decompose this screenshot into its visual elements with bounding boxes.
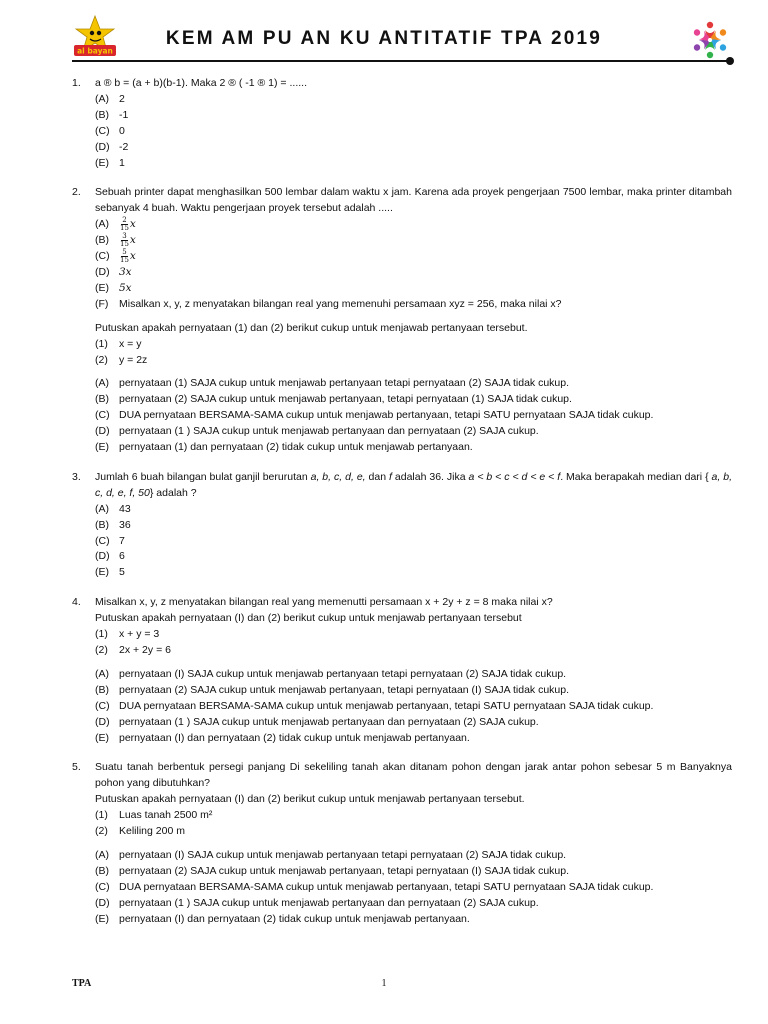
- fraction: $\frac{5}{15}$: [120, 248, 129, 265]
- answer-option: (C) DUA pernyataan BERSAMA-SAMA cukup untuk menjawab pertanyaan, tetapi SATU pernyataan SAJA tidak cukup.: [95, 699, 654, 712]
- question-number: 1.: [72, 77, 81, 89]
- answer-option: (B) pernyataan (2) SAJA cukup untuk menjawab pertanyaan, tetapi pernyataan (I) SAJA tidak cukup.: [95, 683, 570, 696]
- answer-option: (A) pernyataan (1) SAJA cukup untuk menjawab pertanyaan tetapi pernyataan (2) SAJA tidak cukup.: [95, 377, 570, 390]
- option: (A) 2: [95, 92, 125, 105]
- option: (B) 36: [95, 518, 131, 531]
- instruction: Putuskan apakah pernyataan (I) dan (2) berikut cukup untuk menjawab pertanyaan tersebut.: [95, 793, 525, 806]
- fraction: $\frac{3}{15}$: [120, 232, 129, 249]
- option: (C) 7: [95, 534, 125, 547]
- option: (D) -2: [95, 140, 129, 153]
- fraction: $\frac{2}{15}$: [120, 216, 129, 233]
- answer-option: (C) DUA pernyataan BERSAMA-SAMA cukup untuk menjawab pertanyaan, tetapi SATU pernyataan SAJA tidak cukup.: [95, 409, 654, 422]
- option: (A) $\frac{2}{15}$ x: [95, 216, 136, 233]
- answer-option: (E) pernyataan (1) dan pernyataan (2) tidak cukup untuk menjawab pertanyaan.: [95, 441, 473, 454]
- statement: (2) Keliling 200 m: [95, 825, 185, 838]
- option: (D) 6: [95, 550, 125, 563]
- statement: (2) y = 2z: [95, 353, 148, 366]
- question-4: [72, 595, 732, 746]
- instruction: Putuskan apakah pernyataan (1) dan (2) berikut cukup untuk menjawab pertanyaan tersebut.: [95, 321, 528, 334]
- question-stem: Suatu tanah berbentuk persegi panjang Di sekeliling tanah akan ditanam pohon dengan jarak antar pohon sebesar 5 m Banyaknya pohon yang dibutuhkan?: [95, 761, 732, 790]
- answer-option: (D) pernyataan (1 ) SAJA cukup untuk menjawab pertanyaan dan pernyataan (2) SAJA cukup.: [95, 896, 539, 909]
- question-stem: Misalkan x, y, z menyatakan bilangan real yang memenutti persamaan x + 2y + z = 8 maka nilai x?: [95, 596, 553, 609]
- statement: (2) 2x + 2y = 6: [95, 644, 171, 656]
- question-number: 3.: [72, 470, 81, 483]
- header-rule-dot: [726, 57, 734, 65]
- question-2: [72, 185, 732, 456]
- question-number: 4.: [72, 596, 81, 609]
- option: (E) 1: [95, 156, 125, 169]
- header-rule: [72, 60, 730, 62]
- people-circle-logo: [688, 18, 732, 62]
- option: (D) 3x: [95, 265, 132, 278]
- option: (B) -1: [95, 108, 129, 121]
- instruction: Putuskan apakah pernyataan (I) dan (2) berikut cukup untuk menjawab pertanyaan tersebut: [95, 612, 522, 625]
- answer-option: (A) pernyataan (I) SAJA cukup untuk menjawab pertanyaan tetapi pernyataan (2) SAJA tidak cukup.: [95, 848, 567, 861]
- answer-option: (B) pernyataan (2) SAJA cukup untuk menjawab pertanyaan, tetapi pernyataan (I) SAJA tidak cukup.: [95, 864, 570, 877]
- option: (C) $\frac{5}{15}$ x: [95, 248, 136, 265]
- svg-text:al bayan: al bayan: [77, 46, 113, 56]
- statement: (1) x + y = 3: [95, 628, 160, 641]
- question-3: [72, 470, 732, 581]
- option: (C) 0: [95, 124, 125, 137]
- option: (A) 43: [95, 502, 131, 515]
- option: (E) 5: [95, 566, 125, 579]
- question-stem: Jumlah 6 buah bilangan bulat ganjil berurutan a, b, c, d, e, dan f adalah 36. Jika a < b < c < d < e < f. Maka berapakah median dari { a, b, c, d, e, f, 50} adalah ?: [95, 470, 733, 499]
- footer-label: TPA: [72, 978, 92, 989]
- page-header: [0, 0, 768, 70]
- statement: (1) Luas tanah 2500 m²: [95, 809, 213, 822]
- question-number: 2.: [72, 186, 81, 199]
- answer-option: (D) pernyataan (1 ) SAJA cukup untuk menjawab pertanyaan dan pernyataan (2) SAJA cukup.: [95, 425, 539, 438]
- question-5: [72, 760, 732, 927]
- question-1: [72, 76, 732, 171]
- option: (B) $\frac{3}{15}$ x: [95, 232, 136, 249]
- page-title: KEM AM PU AN KU ANTITATIF TPA 2019: [165, 28, 603, 49]
- answer-option: (C) DUA pernyataan BERSAMA-SAMA cukup untuk menjawab pertanyaan, tetapi SATU pernyataan SAJA tidak cukup.: [95, 880, 654, 893]
- option: (F) Misalkan x, y, z menyatakan bilangan real yang memenuhi persamaan xyz = 256, maka nilai x?: [95, 297, 562, 310]
- answer-option: (D) pernyataan (1 ) SAJA cukup untuk menjawab pertanyaan dan pernyataan (2) SAJA cukup.: [95, 715, 539, 728]
- answer-option: (E) pernyataan (I) dan pernyataan (2) tidak cukup untuk menjawab pertanyaan.: [95, 912, 470, 925]
- page-number: 1: [381, 978, 387, 989]
- answer-option: (A) pernyataan (I) SAJA cukup untuk menjawab pertanyaan tetapi pernyataan (2) SAJA tidak cukup.: [95, 667, 567, 680]
- answer-option: (E) pernyataan (I) dan pernyataan (2) tidak cukup untuk menjawab pertanyaan.: [95, 731, 470, 744]
- statement: (1) x = y: [95, 337, 142, 350]
- question-stem: Sebuah printer dapat menghasilkan 500 lembar dalam waktu x jam. Karena ada proyek pengerjaan 7500 lembar, maka printer ditambah sebanyak 4 buah. Waktu pengerjaan proyek tersebut adalah .....: [95, 186, 732, 215]
- question-stem: a ® b = (a + b)(b-1). Maka 2 ® ( -1 ® 1) = ......: [95, 77, 307, 89]
- question-list: [72, 76, 732, 942]
- question-number: 5.: [72, 761, 81, 774]
- answer-option: (B) pernyataan (2) SAJA cukup untuk menjawab pertanyaan, tetapi pernyataan (1) SAJA tidak cukup.: [95, 393, 572, 406]
- option: (E) 5x: [95, 281, 132, 294]
